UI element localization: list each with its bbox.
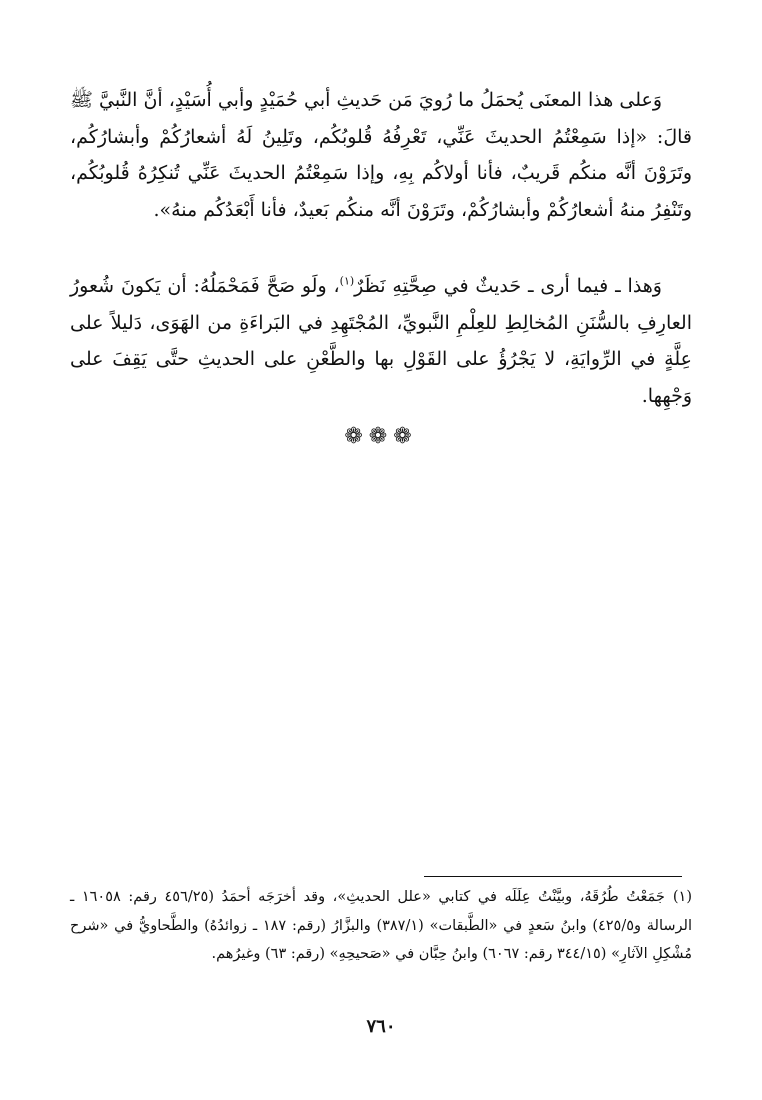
page-number: ٧٦٠ — [366, 1016, 396, 1037]
section-divider-ornament: ❁❁❁ — [344, 424, 418, 449]
paragraph-2-text — [70, 268, 692, 414]
footnote-number: (١) — [672, 889, 693, 905]
paragraph-1-text: وَعلى هذا المعنَى يُحمَلُ ما رُويَ مَن حَديثِ أبي حُمَيْدٍ وأبي أُسَيْدٍ، أنَّ النَّبيَّ ﷺ قالَ: «إذا سَمِعْتُمُ الحديثَ عَنِّي، تَعْرِفُهُ قُلوبُكُم، وتَلِينُ لَهُ أشعارُكُمْ وأبشارُكُم، وتَرَوْنَ أنَّه منكُم قَريبٌ، فأنا أولاكُم بِهِ، وإذا سَمِعْتُمُ الحديثَ عَنِّي تُنكِرُهُ قُلوبُكُم، وتَنْفِرُ منهُ أشعارُكُمْ وأبشارُكُمْ، وتَرَوْنَ أنَّه منكُم بَعيدٌ، فأنا أَبْعَدُكُم منهُ». — [70, 89, 692, 221]
footnote-text: جَمَعْتُ طُرُقَهُ، وبيَّنْتُ عِلَلَه في كتابي «علل الحديثِ»، وقد أخرَجَه أحمَدُ (٤٥٦/٢٥ رقم: ١٦٠٥٨ ـ الرسالة و٤٢٥/٥) وابنُ سَعدٍ في «الطَّبقات» (٣٨٧/١) والبزَّارُ (رقم: ١٨٧ ـ زوائدُهُ) والطَّحاويُّ في «شرح مُشْكِلِ الآثارِ» (٣٤٤/١٥ رقم: ٦٠٦٧) وابنُ حِبَّان في «صَحيحِهِ» (رقم: ٦٣) وغيرُهم. — [70, 889, 692, 962]
paragraph-2-before-note: وَهذا ـ فيما أرى ـ حَديثٌ في صِحَّتِهِ نَظَرٌ — [354, 275, 662, 297]
body-paragraph-2 — [70, 268, 692, 414]
footnote-separator-line — [424, 876, 682, 877]
body-paragraph-1 — [70, 82, 692, 228]
paragraph-2-after-note: ، ولَو صَحَّ فَمَحْمَلُهُ: أن يَكونَ شُعورُ العارِفِ بالسُّنَنِ المُخالِطِ للعِلْمِ النَّبويِّ، المُجْتَهِدِ في البَراءَةِ من الهَوَى، دَليلاً على عِلَّةٍ في الرِّوايَةِ، لا يَجْرُؤُ على القَوْلِ بها والطَّعْنِ على الحديثِ حتَّى يَقِفَ على وَجْهِها. — [70, 275, 692, 407]
footnote-reference[interactable]: (١) — [339, 274, 355, 288]
footnote-1 — [70, 883, 692, 969]
